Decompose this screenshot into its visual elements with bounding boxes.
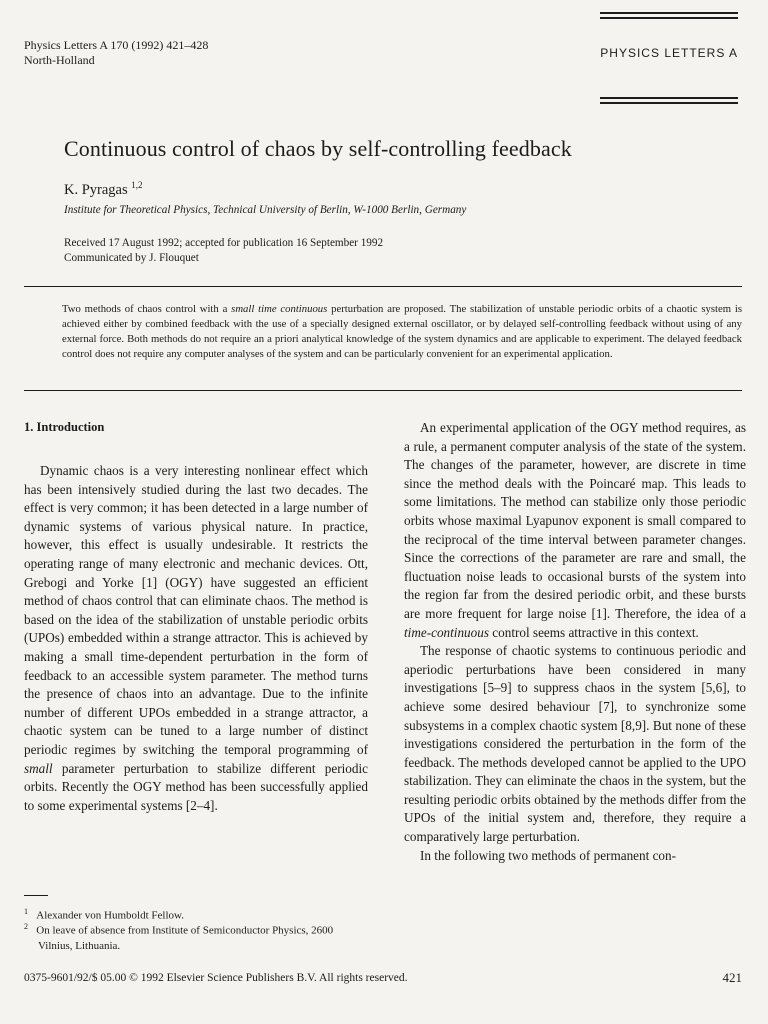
paragraph: Dynamic chaos is a very interesting nonlinear effect which has been intensively studied during the last two decades. The effect is very common; it has been detected in a large number of dynamic systems of various physical nature. In practice, however, this effect is usually undesirable. It restricts the operating range of many electronic and mechanic devices. Ott, Grebogi and Yorke [1] (OGY) have suggested an efficient method of chaos control that can eliminate chaos. The method is based on the idea of the stabilization of unstable periodic orbits (UPOs) embedded within a strange attractor. This is achieved by making a small time-dependent perturbation in the form of feedback to an accessible system parameter. The method turns the presence of chaos into an advantage. Due to the infinite number of different UPOs embedded in a strange attractor, a chaotic system can be tuned to a large number of distinct periodic regimes by switching the temporal programming of small parameter perturbation to stabilize different periodic orbits. Recently the OGY method has been successfully applied to some experimental systems [2–4]. [24,463,368,813]
body-column-right [404,419,746,865]
author-name: K. Pyragas [64,181,128,198]
abstract-rule-top [24,286,742,287]
emphasis: time-continuous [404,624,489,640]
journal-section-label: PHYSICS LETTERS A [600,46,738,60]
abstract-emphasis: small time continuous [231,303,328,315]
paragraph: An experimental application of the OGY method requires, as a rule, a permanent computer analysis of the state of the system. The changes of the parameter, however, are discrete in time since the method deals with the Poincaré map. This leads to some limitations. The method can stabilize only those periodic orbits whose maximal Lyapunov exponent is small compared to the reciprocal of the time interval between parameter changes. Since the corrections of the parameter are rare and small, the fluctuation noise leads to occasional bursts of the system into the region far from the desired periodic orbit, and these bursts are more frequent for large noise [1]. Therefore, the idea of a time-continuous control seems attractive in this context. [404,420,746,640]
body-column-left [24,462,368,815]
page-number: 421 [722,970,742,985]
section-heading: 1. Introduction [24,420,105,434]
received-date: Received 17 August 1992; accepted for publication 16 September 1992 [64,237,384,249]
header-rule-top-2 [600,17,738,19]
communicated-by: Communicated by J. Flouquet [64,252,199,264]
abstract [62,302,742,362]
publisher-line: North-Holland [24,53,95,67]
paragraph: In the following two methods of permanent con- [420,847,676,863]
article-history [64,236,383,266]
footnote-text: Alexander von Humboldt Fellow. [36,909,185,922]
journal-citation [24,38,208,68]
paragraph: The response of chaotic systems to continuous periodic and aperiodic perturbations have been considered in many investigations [5–9] to suppress chaos in the system [5,6], to achieve some desired behaviour [7], to synchronize some subsystems in a complex chaotic system [8,9]. But none of these investigations considered the perturbation in the form of the feedback. The methods developed cannot be applied to the UPO stabilization. They can eliminate the chaos in the system, but the resulting periodic orbits obtained by the methods differ from the UPOs of the initial system and, therefore, they require a comparatively large perturbation. [404,643,746,845]
journal-volume-line: Physics Letters A 170 (1992) 421–428 [24,38,209,52]
footnote-mark: 2 [24,922,28,931]
author-footnote-marks: 1,2 [131,180,143,190]
copyright-line: 0375-9601/92/$ 05.00 © 1992 Elsevier Science Publishers B.V. All rights reserved. [24,972,408,984]
header-rule-bottom-2 [600,102,738,104]
abstract-rule-bottom [24,390,742,391]
footnote-rule [24,895,48,896]
emphasis: small [24,760,53,776]
footnote-text: On leave of absence from Institute of Semiconductor Physics, 2600 Vilnius, Lithuania. [36,924,334,952]
affiliation: Institute for Theoretical Physics, Technical University of Berlin, W-1000 Berlin, Germany [64,204,467,216]
author [64,180,143,199]
header-rule-bottom [600,97,738,99]
abstract-text-start: Two methods of chaos control with a [62,303,232,315]
footnote-2 [24,919,368,954]
abstract-text-end: perturbation are proposed. The stabilization of unstable periodic orbits of a chaotic system is achieved either by combined feedback with the use of a specially designed external oscillator, or by delayed self-controlling feedback without using of any external force. Both methods do not require an a priori analytical knowledge of the system dynamics and are applicable to experiment. The delayed feedback control does not require any computer analyses of the system and can be particularly convenient for an experimental application. [62,303,742,360]
footnote-mark: 1 [24,907,28,916]
article-title: Continuous control of chaos by self-controlling feedback [64,136,572,161]
header-rule-top [600,12,738,14]
